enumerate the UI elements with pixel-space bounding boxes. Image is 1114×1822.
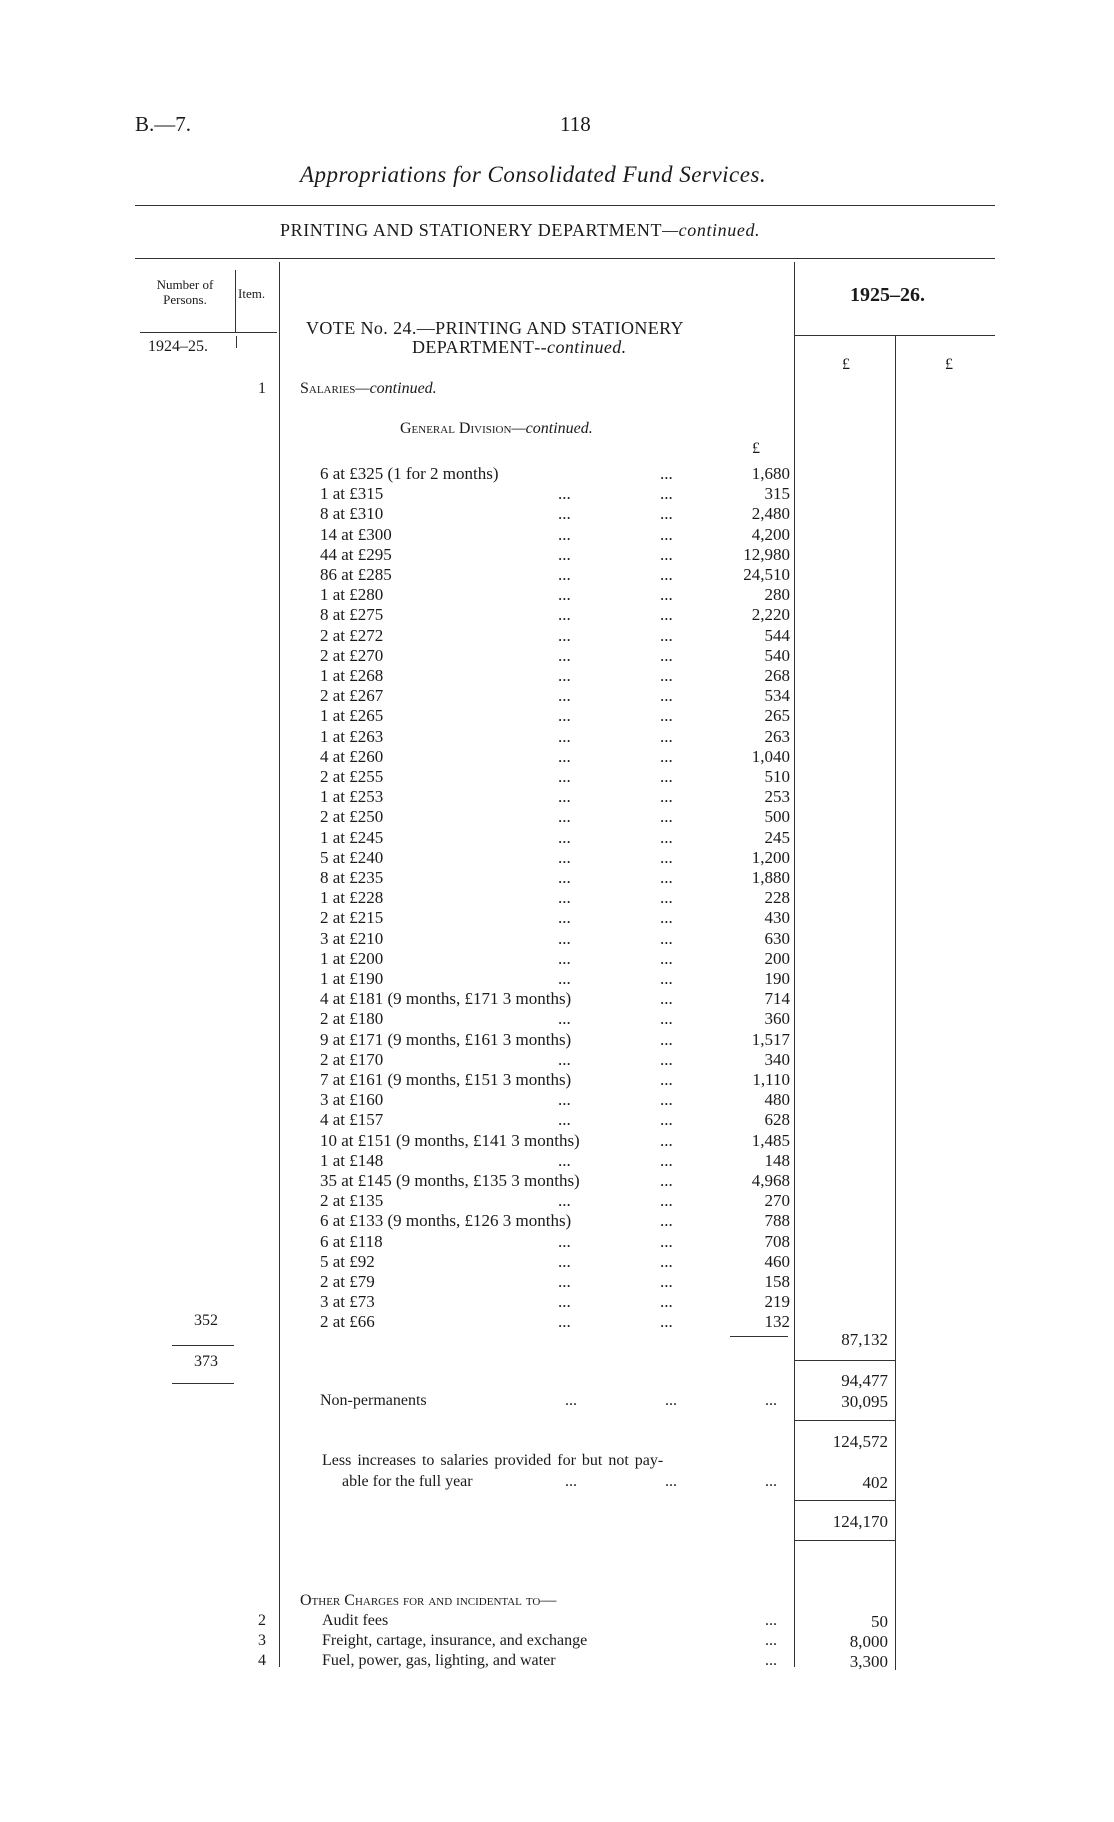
salary-row-dots: ...	[558, 767, 571, 786]
department-heading	[280, 220, 760, 241]
salary-row-dots: ...	[660, 1231, 673, 1251]
salary-row-desc: 2 at £170	[320, 1049, 384, 1069]
salary-row	[320, 868, 790, 888]
salary-row-desc: 3 at £210	[320, 928, 384, 948]
salary-row-amount: 714	[764, 989, 790, 1009]
salary-row-dots: ...	[660, 1049, 673, 1069]
salary-row-dots: ...	[660, 464, 673, 483]
title-rule	[135, 205, 995, 206]
salary-row-amount: 788	[764, 1211, 790, 1231]
vote-line2	[412, 337, 627, 358]
salary-row	[320, 1131, 790, 1151]
salary-row-desc: 7 at £161 (9 months, £151 3 months)	[320, 1070, 572, 1089]
salary-row-dots: ...	[558, 645, 571, 665]
salaries-item-number: 1	[258, 380, 266, 397]
salary-row-amount: 253	[764, 787, 790, 807]
salary-row-dots: ...	[660, 706, 673, 726]
salary-row-dots: ...	[660, 565, 673, 584]
salary-row-amount: 708	[764, 1231, 790, 1251]
salary-row-amount: 12,980	[743, 544, 790, 564]
salary-row-dots: ...	[558, 1191, 571, 1211]
salary-row-dots: ...	[660, 847, 673, 867]
salary-row-dots: ...	[558, 969, 571, 988]
salary-row-desc: 8 at £275	[320, 605, 384, 625]
salary-row-dots: ...	[660, 1090, 673, 1110]
other-row-item: 4	[258, 1652, 266, 1669]
salary-row	[320, 828, 790, 848]
salary-row-dots: ...	[660, 1130, 673, 1150]
other-row-dots: ...	[765, 1632, 777, 1649]
salary-row	[320, 646, 790, 666]
salary-row	[320, 929, 790, 949]
salary-row-amount: 1,040	[751, 746, 790, 766]
salary-row-amount: 24,510	[743, 565, 790, 584]
vote-suffix: --continued.	[534, 337, 627, 357]
salary-row	[320, 807, 790, 827]
pound-col1: £	[842, 356, 850, 373]
salary-row-amount: 534	[764, 686, 790, 706]
salary-row-dots: ...	[558, 706, 571, 726]
salary-row-dots: ...	[558, 908, 571, 928]
salaries-subtotal: 87,132	[841, 1330, 888, 1349]
persons-total: 373	[194, 1353, 218, 1370]
salary-row-dots: ...	[558, 565, 571, 584]
nonperm-dots1: ...	[565, 1392, 577, 1409]
page-title: Appropriations for Consolidated Fund Services.	[300, 162, 767, 187]
salary-row-dots: ...	[660, 767, 673, 786]
salary-row-dots: ...	[660, 746, 673, 766]
salary-row	[320, 605, 790, 625]
salaries-heading	[300, 380, 437, 398]
salary-row	[320, 545, 790, 565]
total-3-rule	[795, 1540, 895, 1541]
salary-row-dots: ...	[660, 1110, 673, 1130]
salary-row-amount: 132	[764, 1312, 790, 1332]
salary-row-desc: 3 at £73	[320, 1292, 375, 1312]
salary-row-amount: 245	[764, 827, 790, 847]
salary-row-dots: ...	[558, 888, 571, 908]
salary-row-desc: 5 at £240	[320, 847, 384, 867]
salary-row	[320, 706, 790, 726]
salary-row-desc: 3 at £160	[320, 1090, 384, 1110]
salary-row-amount: 228	[764, 888, 790, 908]
salary-row-dots: ...	[558, 686, 571, 706]
salary-subtotal-rule	[730, 1336, 788, 1337]
salary-row-desc: 1 at £315	[320, 484, 384, 504]
salary-row-dots: ...	[558, 504, 571, 524]
salary-row-amount: 500	[764, 807, 790, 827]
persons-subtotal: 352	[194, 1312, 218, 1329]
vote-line1: VOTE No. 24.—PRINTING AND STATIONERY	[306, 318, 684, 338]
salary-row-desc: 35 at £145 (9 months, £135 3 months)	[320, 1171, 580, 1190]
total-2: 124,572	[832, 1432, 888, 1451]
salary-row-desc: 14 at £300	[320, 524, 392, 544]
salary-row-dots: ...	[558, 928, 571, 948]
salary-row	[320, 848, 790, 868]
salary-row-amount: 268	[764, 666, 790, 685]
salary-row-desc: 4 at £260	[320, 746, 384, 766]
salary-row	[320, 1030, 790, 1050]
division-heading	[400, 420, 593, 438]
salary-row-dots: ...	[660, 888, 673, 908]
less-dots1: ...	[565, 1473, 577, 1490]
salary-row-dots: ...	[660, 605, 673, 625]
salary-row	[320, 1191, 790, 1211]
page-number: 118	[560, 112, 591, 136]
other-row-desc: Freight, cartage, insurance, and exchange	[322, 1632, 588, 1649]
salary-row	[320, 1050, 790, 1070]
salary-row-desc: 4 at £181 (9 months, £171 3 months)	[320, 989, 572, 1009]
other-row-item: 2	[258, 1612, 266, 1629]
item-header: Item.	[238, 286, 266, 301]
other-charges-heading: Other Charges for and incidental to—	[300, 1592, 557, 1609]
salary-row-desc: 44 at £295	[320, 544, 392, 564]
salary-row-amount: 265	[764, 706, 790, 726]
salary-row	[320, 727, 790, 747]
salary-row-dots: ...	[660, 625, 673, 645]
salary-row-dots: ...	[558, 544, 571, 564]
department-name: PRINTING AND STATIONERY DEPARTMENT	[280, 220, 663, 240]
salary-row-desc: 2 at £66	[320, 1312, 375, 1332]
salary-row	[320, 504, 790, 524]
salary-row-desc: 10 at £151 (9 months, £141 3 months)	[320, 1130, 580, 1150]
salary-row-desc: 1 at £263	[320, 726, 384, 746]
salary-row-desc: 6 at £325 (1 for 2 months)	[320, 464, 499, 483]
salary-row-desc: 2 at £135	[320, 1191, 384, 1211]
salary-row-amount: 2,220	[751, 605, 790, 625]
nonperm-amount: 30,095	[841, 1392, 888, 1411]
header-rule	[135, 258, 995, 259]
persons-subtotal-rule	[172, 1345, 234, 1346]
number-of-persons-header: Number of Persons.	[156, 277, 214, 307]
salary-row	[320, 949, 790, 969]
salary-row-desc: 9 at £171 (9 months, £161 3 months)	[320, 1029, 572, 1049]
salary-row-dots: ...	[660, 504, 673, 524]
amount-col-left-rule	[794, 262, 795, 1667]
salary-row	[320, 484, 790, 504]
vote-dept: DEPARTMENT	[412, 337, 535, 357]
salary-row-amount: 1,200	[751, 847, 790, 867]
salary-row-dots: ...	[660, 1312, 673, 1332]
salary-row-dots: ...	[660, 827, 673, 847]
salary-row-amount: 544	[764, 625, 790, 645]
salary-row-dots: ...	[660, 686, 673, 706]
salary-row-dots: ...	[558, 948, 571, 968]
salary-row-dots: ...	[558, 847, 571, 867]
amount-col-mid-rule	[895, 335, 896, 1670]
salary-row-amount: 4,968	[751, 1171, 790, 1190]
salary-row-dots: ...	[660, 908, 673, 928]
salary-row-desc: 8 at £235	[320, 868, 384, 887]
salary-row-dots: ...	[558, 585, 571, 605]
salary-row-amount: 630	[764, 928, 790, 948]
salary-row-dots: ...	[558, 484, 571, 504]
item-col-right-rule	[279, 262, 280, 1667]
pound-col2: £	[945, 356, 953, 373]
salary-row-amount: 270	[764, 1191, 790, 1211]
salary-row-dots: ...	[660, 948, 673, 968]
other-row-desc: Audit fees	[322, 1612, 389, 1629]
department-suffix: —continued.	[662, 220, 761, 240]
salary-row	[320, 686, 790, 706]
salary-row	[320, 787, 790, 807]
salary-row	[320, 888, 790, 908]
salary-row	[320, 1312, 790, 1332]
salary-row-amount: 430	[764, 908, 790, 928]
salary-row-dots: ...	[660, 484, 673, 504]
salary-row-desc: 6 at £133 (9 months, £126 3 months)	[320, 1211, 572, 1231]
salary-row-desc: 2 at £272	[320, 625, 384, 645]
salary-row	[320, 1009, 790, 1029]
salary-row-amount: 628	[764, 1110, 790, 1130]
salary-row-dots: ...	[660, 868, 673, 887]
total-3: 124,170	[832, 1512, 888, 1531]
salary-row-dots: ...	[558, 1009, 571, 1029]
salary-row-dots: ...	[558, 1272, 571, 1291]
salary-row-desc: 2 at £255	[320, 767, 384, 786]
nonperm-dots2: ...	[665, 1392, 677, 1409]
salary-row-desc: 2 at £215	[320, 908, 384, 928]
salary-row-desc: 1 at £200	[320, 948, 384, 968]
less-line1: Less increases to salaries provided for but not pay-	[322, 1452, 664, 1469]
persons-header-rule	[140, 332, 277, 333]
less-amount: 402	[862, 1473, 888, 1492]
salary-row-dots: ...	[558, 666, 571, 685]
salary-row-dots: ...	[660, 1272, 673, 1291]
document-ref: B.—7.	[135, 112, 192, 136]
nonperm-rule	[795, 1420, 895, 1421]
salary-row	[320, 1070, 790, 1090]
salary-row-desc: 86 at £285	[320, 565, 392, 584]
salary-row-amount: 190	[764, 969, 790, 988]
nonperm-dots3: ...	[765, 1392, 777, 1409]
salary-row-amount: 460	[764, 1251, 790, 1271]
division-label: General Division	[400, 420, 512, 437]
other-row-amount: 50	[871, 1612, 888, 1631]
salary-row	[320, 666, 790, 686]
salary-row-dots: ...	[660, 1009, 673, 1029]
salary-row-dots: ...	[660, 969, 673, 988]
salary-row-amount: 480	[764, 1090, 790, 1110]
salary-row-desc: 8 at £310	[320, 504, 384, 524]
salary-row	[320, 1110, 790, 1130]
salaries-label: Salaries	[300, 380, 356, 397]
salary-row-desc: 1 at £148	[320, 1150, 384, 1170]
salary-row-dots: ...	[660, 524, 673, 544]
salary-row-amount: 360	[764, 1009, 790, 1029]
other-row-item: 3	[258, 1632, 266, 1649]
salary-row-dots: ...	[660, 1150, 673, 1170]
salary-row-dots: ...	[660, 1171, 673, 1190]
salary-row-dots: ...	[558, 1090, 571, 1110]
salary-row-amount: 1,680	[751, 464, 790, 483]
salary-row-dots: ...	[660, 585, 673, 605]
salary-row-amount: 1,517	[751, 1029, 790, 1049]
salary-row-amount: 200	[764, 948, 790, 968]
salary-row-desc: 4 at £157	[320, 1110, 384, 1130]
less-line2: able for the full year	[342, 1473, 473, 1490]
salary-row-desc: 1 at £265	[320, 706, 384, 726]
salary-row	[320, 626, 790, 646]
salary-row	[320, 464, 790, 484]
salary-row-dots: ...	[558, 807, 571, 827]
year-prev: 1924–25.	[148, 338, 208, 355]
subtotal-rule	[795, 1360, 895, 1361]
salary-row-dots: ...	[558, 1312, 571, 1332]
salary-row-dots: ...	[660, 1292, 673, 1312]
salary-row	[320, 1292, 790, 1312]
salary-row-dots: ...	[558, 1292, 571, 1312]
salary-row-amount: 2,480	[751, 504, 790, 524]
salary-row-dots: ...	[558, 868, 571, 887]
salary-row-desc: 1 at £245	[320, 827, 384, 847]
salary-row-dots: ...	[558, 625, 571, 645]
salary-row	[320, 969, 790, 989]
salary-row-desc: 1 at £253	[320, 787, 384, 807]
salary-row-amount: 158	[764, 1272, 790, 1291]
other-row-desc: Fuel, power, gas, lighting, and water	[322, 1652, 556, 1669]
salary-row-dots: ...	[660, 928, 673, 948]
salary-row-dots: ...	[660, 544, 673, 564]
salary-row-dots: ...	[660, 989, 673, 1009]
salary-row-desc: 1 at £190	[320, 969, 384, 988]
other-row-amount: 8,000	[849, 1632, 888, 1651]
salary-row-dots: ...	[558, 1251, 571, 1271]
salary-row-desc: 1 at £228	[320, 888, 384, 908]
salary-row-dots: ...	[558, 746, 571, 766]
salary-row-dots: ...	[660, 1251, 673, 1271]
salary-row-amount: 280	[764, 585, 790, 605]
salary-row-dots: ...	[660, 645, 673, 665]
salary-row-dots: ...	[660, 807, 673, 827]
salary-row-amount: 263	[764, 726, 790, 746]
salary-row-dots: ...	[660, 1029, 673, 1049]
salary-row-amount: 219	[764, 1292, 790, 1312]
salary-row-dots: ...	[558, 524, 571, 544]
salary-row-desc: 1 at £268	[320, 666, 384, 685]
salary-row-dots: ...	[660, 666, 673, 685]
salary-row	[320, 525, 790, 545]
salary-row	[320, 1232, 790, 1252]
less-dots3: ...	[765, 1473, 777, 1490]
salary-row	[320, 747, 790, 767]
salary-row-amount: 1,110	[752, 1070, 790, 1089]
salaries-pound-sign: £	[752, 440, 760, 457]
salary-row-dots: ...	[558, 787, 571, 807]
salary-row-dots: ...	[660, 1191, 673, 1211]
division-suffix: —continued.	[511, 420, 593, 437]
salary-row-dots: ...	[660, 1211, 673, 1231]
salary-row-amount: 340	[764, 1049, 790, 1069]
salary-row	[320, 565, 790, 585]
nonperm-label: Non-permanents	[320, 1392, 427, 1409]
salary-row	[320, 585, 790, 605]
salary-row-desc: 2 at £250	[320, 807, 384, 827]
salary-row-desc: 2 at £267	[320, 686, 384, 706]
salary-row-amount: 4,200	[751, 524, 790, 544]
salary-row-desc: 1 at £280	[320, 585, 384, 605]
salary-row	[320, 1151, 790, 1171]
salary-row-dots: ...	[558, 1110, 571, 1130]
salary-row-dots: ...	[558, 605, 571, 625]
salary-row-desc: 2 at £270	[320, 645, 384, 665]
persons-total-rule	[172, 1383, 234, 1384]
salary-row-dots: ...	[660, 787, 673, 807]
salary-row-amount: 1,485	[751, 1130, 790, 1150]
salary-row-desc: 2 at £79	[320, 1272, 375, 1291]
less-rule	[795, 1500, 895, 1501]
salary-row	[320, 767, 790, 787]
salary-row-dots: ...	[558, 1231, 571, 1251]
salary-row-dots: ...	[660, 726, 673, 746]
salary-row	[320, 908, 790, 928]
salary-row	[320, 1211, 790, 1231]
salary-row-amount: 148	[764, 1150, 790, 1170]
salary-row-amount: 510	[764, 767, 790, 786]
salaries-suffix: —continued.	[355, 380, 437, 397]
salary-row-amount: 540	[764, 645, 790, 665]
salary-row	[320, 1252, 790, 1272]
salary-row-dots: ...	[558, 1049, 571, 1069]
item-col-left-rule-lower	[236, 336, 237, 348]
salary-row-desc: 2 at £180	[320, 1009, 384, 1029]
salary-row	[320, 989, 790, 1009]
salary-row	[320, 1272, 790, 1292]
salary-row-amount: 1,880	[751, 868, 790, 887]
salary-row-dots: ...	[558, 1150, 571, 1170]
other-row-dots: ...	[765, 1652, 777, 1669]
salary-row	[320, 1090, 790, 1110]
total-1: 94,477	[841, 1371, 888, 1390]
salary-row-dots: ...	[558, 726, 571, 746]
year-curr: 1925–26.	[850, 284, 925, 306]
salary-row-dots: ...	[660, 1070, 673, 1089]
salary-row	[320, 1171, 790, 1191]
other-row-amount: 3,300	[849, 1652, 888, 1671]
item-col-left-rule	[235, 270, 236, 332]
other-row-dots: ...	[765, 1612, 777, 1629]
salary-row-dots: ...	[558, 827, 571, 847]
salary-row-desc: 6 at £118	[320, 1231, 383, 1251]
salary-row-amount: 315	[764, 484, 790, 504]
salary-row-desc: 5 at £92	[320, 1251, 375, 1271]
less-dots2: ...	[665, 1473, 677, 1490]
